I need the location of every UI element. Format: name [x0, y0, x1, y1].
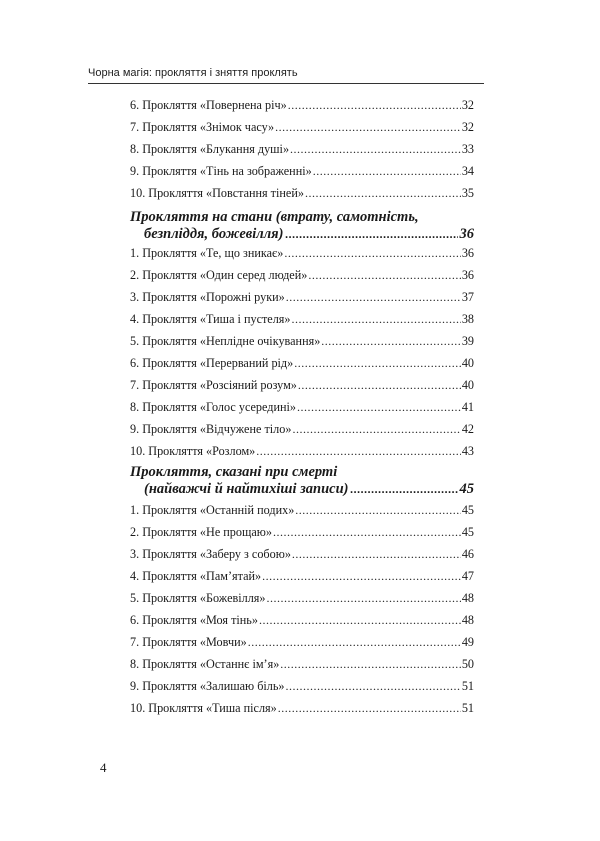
toc-entry-page: 34	[461, 164, 474, 178]
dot-leader	[288, 97, 461, 113]
toc-entry-title: 10. Прокляття «Повстання тіней»	[130, 186, 304, 200]
toc-entry-title: 4. Прокляття «Пам’ятай»	[130, 569, 262, 583]
toc-entry-title: 9. Прокляття «Тінь на зображенні»	[130, 164, 312, 178]
dot-leader	[275, 119, 461, 135]
toc-entry[interactable]	[130, 289, 474, 305]
toc-entry-title: 7. Прокляття «Мовчи»	[130, 635, 247, 649]
toc-entry[interactable]	[130, 502, 474, 518]
dot-leader	[259, 612, 461, 628]
dot-leader	[294, 355, 461, 371]
toc-entry-title: 4. Прокляття «Тиша і пустеля»	[130, 312, 291, 326]
toc-entry-title: 7. Прокляття «Розсіяний розум»	[130, 378, 297, 392]
toc-entry-page: 36	[461, 268, 474, 282]
toc-entry[interactable]	[130, 245, 474, 261]
toc-entry-title: 10. Прокляття «Тиша після»	[130, 701, 277, 715]
toc-entry-title: 6. Прокляття «Перерваний рід»	[130, 356, 294, 370]
toc-entry[interactable]	[130, 97, 474, 113]
toc-entry-page: 32	[461, 120, 474, 134]
toc-entry-title: 6. Прокляття «Повернена річ»	[130, 98, 287, 112]
running-header: Чорна магія: прокляття і зняття проклять	[88, 67, 298, 79]
section-page: 36	[459, 226, 474, 242]
toc-entry-page: 32	[461, 98, 474, 112]
toc-entry-page: 39	[461, 334, 474, 348]
dot-leader	[292, 421, 460, 437]
toc-entry-title: 9. Прокляття «Залишаю біль»	[130, 679, 285, 693]
toc-entry-page: 46	[461, 547, 474, 561]
toc-entry[interactable]	[130, 568, 474, 584]
toc-entry-page: 45	[461, 525, 474, 539]
toc-entry[interactable]	[130, 678, 474, 694]
toc-entry-page: 50	[461, 657, 474, 671]
dot-leader	[290, 141, 461, 157]
dot-leader	[350, 481, 457, 498]
toc-entry-page: 49	[461, 635, 474, 649]
toc-section-heading[interactable]	[130, 209, 474, 243]
toc-entry[interactable]	[130, 421, 474, 437]
toc-entry[interactable]	[130, 119, 474, 135]
page-number: 4	[100, 760, 107, 775]
toc-entry-title: 3. Прокляття «Заберу з собою»	[130, 547, 291, 561]
toc-entry-title: 7. Прокляття «Знімок часу»	[130, 120, 275, 134]
dot-leader	[292, 311, 461, 327]
toc-entry[interactable]	[130, 399, 474, 415]
toc-entry-page: 37	[461, 290, 474, 304]
toc-entry-page: 41	[461, 400, 474, 414]
toc-entry[interactable]	[130, 524, 474, 540]
dot-leader	[266, 590, 460, 606]
dot-leader	[273, 524, 461, 540]
toc-entry[interactable]	[130, 443, 474, 459]
toc-entry-title: 9. Прокляття «Відчужене тіло»	[130, 422, 292, 436]
toc-entry[interactable]	[130, 267, 474, 283]
toc-entry-title: 6. Прокляття «Моя тінь»	[130, 613, 258, 627]
dot-leader	[285, 226, 457, 243]
toc-entry-page: 51	[461, 701, 474, 715]
toc-entry-title: 5. Прокляття «Неплідне очікування»	[130, 334, 321, 348]
dot-leader	[308, 267, 461, 283]
toc-entry-page: 40	[461, 356, 474, 370]
toc-entry-title: 5. Прокляття «Божевілля»	[130, 591, 266, 605]
toc-entry-page: 33	[461, 142, 474, 156]
toc-entry-page: 42	[461, 422, 474, 436]
dot-leader	[321, 333, 461, 349]
toc-entry-title: 10. Прокляття «Розлом»	[130, 444, 256, 458]
toc-entry[interactable]	[130, 590, 474, 606]
dot-leader	[292, 546, 461, 562]
toc-entry[interactable]	[130, 185, 474, 201]
toc-entry-title: 8. Прокляття «Блукання душі»	[130, 142, 290, 156]
toc-entry-title: 8. Прокляття «Останнє ім’я»	[130, 657, 280, 671]
dot-leader	[278, 700, 461, 716]
toc-entry-title: 2. Прокляття «Один серед людей»	[130, 268, 308, 282]
toc-entry[interactable]	[130, 333, 474, 349]
toc-entry[interactable]	[130, 163, 474, 179]
toc-entry-page: 45	[461, 503, 474, 517]
toc-entry[interactable]	[130, 700, 474, 716]
toc-entry[interactable]	[130, 546, 474, 562]
dot-leader	[284, 245, 460, 261]
dot-leader	[262, 568, 461, 584]
toc-entry-page: 36	[461, 246, 474, 260]
dot-leader	[286, 678, 461, 694]
section-title-line1: Прокляття на стани (втрату, самотність,	[130, 209, 419, 225]
toc-entry-page: 47	[461, 569, 474, 583]
dot-leader	[295, 502, 461, 518]
toc-entry-page: 40	[461, 378, 474, 392]
toc-entry-page: 48	[461, 591, 474, 605]
dot-leader	[297, 399, 461, 415]
section-page: 45	[459, 481, 474, 497]
header-rule	[88, 83, 484, 84]
toc-entry[interactable]	[130, 311, 474, 327]
section-title-line1: Прокляття, сказані при смерті	[130, 464, 338, 480]
toc-entry[interactable]	[130, 612, 474, 628]
dot-leader	[286, 289, 461, 305]
toc-entry-title: 8. Прокляття «Голос усередині»	[130, 400, 296, 414]
dot-leader	[305, 185, 461, 201]
toc-entry-title: 3. Прокляття «Порожні руки»	[130, 290, 285, 304]
toc-entry[interactable]	[130, 634, 474, 650]
toc-entry-page: 48	[461, 613, 474, 627]
dot-leader	[298, 377, 461, 393]
toc-entry[interactable]	[130, 141, 474, 157]
section-title-line2: безпліддя, божевілля)	[144, 226, 284, 242]
toc-entry-title: 1. Прокляття «Останній подих»	[130, 503, 295, 517]
toc-entry-title: 1. Прокляття «Те, що зникає»	[130, 246, 284, 260]
dot-leader	[280, 656, 461, 672]
toc-entry[interactable]	[130, 377, 474, 393]
section-title-line2: (найважчі й найтихіші записи)	[144, 481, 349, 497]
dot-leader	[313, 163, 461, 179]
toc-entry-title: 2. Прокляття «Не прощаю»	[130, 525, 272, 539]
toc-entry[interactable]	[130, 656, 474, 672]
toc-entry-page: 38	[461, 312, 474, 326]
toc-entry-page: 43	[461, 444, 474, 458]
dot-leader	[248, 634, 461, 650]
toc-section-heading[interactable]	[130, 464, 474, 498]
toc-entry-page: 35	[461, 186, 474, 200]
dot-leader	[256, 443, 461, 459]
toc-entry-page: 51	[461, 679, 474, 693]
toc-entry[interactable]	[130, 355, 474, 371]
